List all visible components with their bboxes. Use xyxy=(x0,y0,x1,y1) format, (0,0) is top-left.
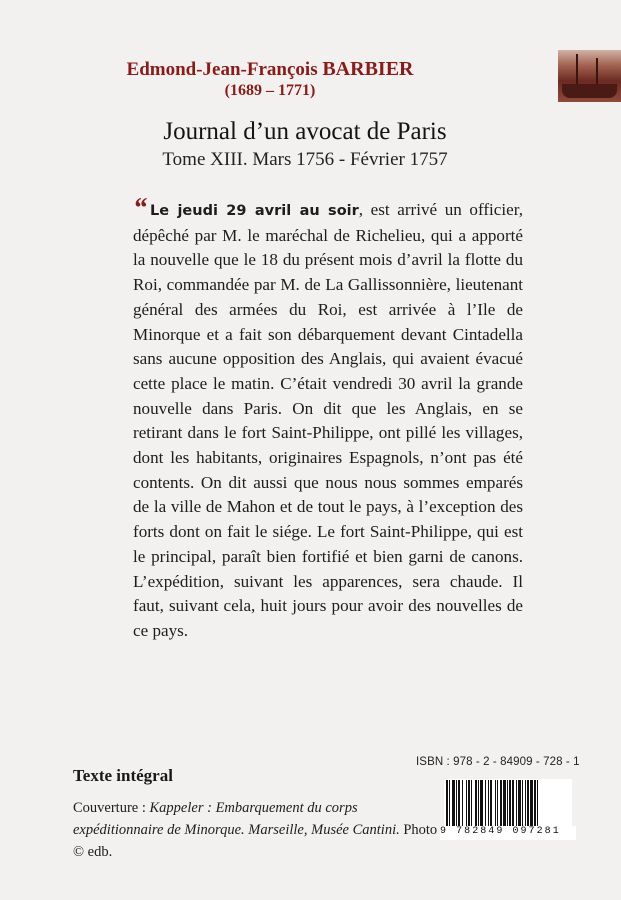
open-quote-mark: “ xyxy=(133,193,147,224)
book-title: Journal d’un avocat de Paris xyxy=(163,118,447,145)
credit-title: : Embarquement du corps expéditionnaire de Minorque. Marseille, Musée Cantini. xyxy=(73,800,400,838)
excerpt-quote xyxy=(133,193,523,644)
author-last-name: BARBIER xyxy=(322,58,414,80)
credit-artist: Kappeler xyxy=(149,800,204,816)
author-dates: (1689 – 1771) xyxy=(224,82,316,99)
book-subtitle: Tome XIII. Mars 1756 - Février 1757 xyxy=(162,149,448,170)
author-name xyxy=(0,58,540,81)
barcode-icon xyxy=(444,779,572,827)
excerpt-lead: Le jeudi 29 avril au soir xyxy=(150,203,359,219)
excerpt-body: , est arrivé un officier, dépêché par M. le maréchal de Richelieu, qui a apporté la nouvelle que le 18 du présent mois d’avril la flotte du Roi, commandée par M. de La Gallissonnière, lieutenant général des armées du Roi, est arrivée à l’Ile de Minorque et a fait son débarquement devant Cintadella sans aucune opposition des Anglais, qui avaient évacué cette place le matin. C’était vendredi 30 avril la grande nouvelle dans Paris. On dit que les Anglais, en se retirant dans le fort Saint-Philippe, ont pillé les villages, dont les habitants, originaires Espagnols, n’ont pas été contents. On dit aussi que nous nous sommes emparés de la ville de Mahon et de tout le pays, à l’exception des forts dont on fait le siége. Le fort Saint-Philippe, qui est le principal, paraît bien fortifié et bien garni de canons. L’expédition, suivant les apparences, sera chaude. Il faut, suivant cela, huit jours pour avoir des nouvelles de ce pays. xyxy=(133,200,523,640)
cover-thumbnail-image xyxy=(558,50,621,102)
credit-prefix: Couverture : xyxy=(73,800,150,816)
author-first-name: Edmond-Jean-François xyxy=(126,59,318,80)
texte-integral-label: Texte intégral xyxy=(73,766,173,785)
credit-suffix: Photo © edb. xyxy=(73,822,438,860)
cover-credit xyxy=(73,797,438,863)
barcode-digits: 9 782849 097281 xyxy=(440,826,576,840)
isbn-text: ISBN : 978 - 2 - 84909 - 728 - 1 xyxy=(416,756,580,768)
